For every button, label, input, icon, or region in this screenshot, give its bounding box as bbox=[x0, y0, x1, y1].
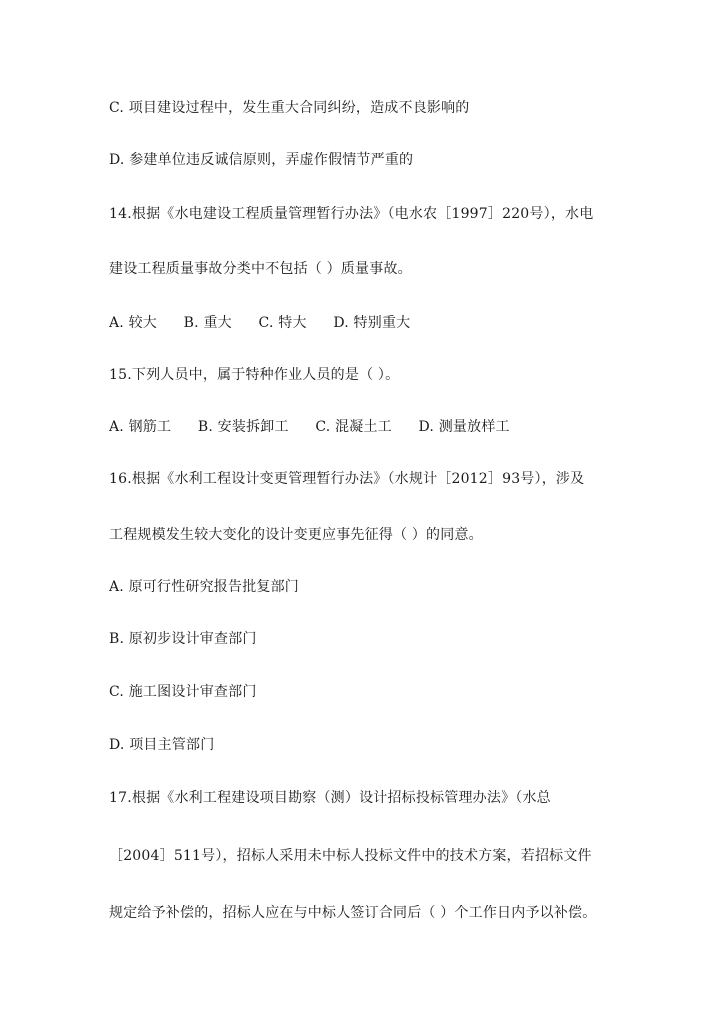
q14-stem-line-2: 建设工程质量事故分类中不包括（ ）质量事故。 bbox=[109, 261, 412, 277]
q16-option-d: D. 项目主管部门 bbox=[109, 737, 215, 753]
q16-option-b: B. 原初步设计审查部门 bbox=[109, 631, 257, 647]
q16-stem-line-2: 工程规模发生较大变化的设计变更应事先征得（ ）的同意。 bbox=[109, 527, 483, 543]
q16-option-a: A. 原可行性研究报告批复部门 bbox=[109, 579, 300, 595]
q15-option-a: A. 钢筋工 bbox=[109, 419, 172, 435]
q15-option-b: B. 安装拆卸工 bbox=[197, 419, 289, 435]
q15-stem: 15.下列人员中，属于特种作业人员的是（ ）。 bbox=[109, 367, 400, 383]
q14-option-c: C. 特大 bbox=[258, 315, 307, 331]
q14-options bbox=[109, 314, 410, 332]
q17-stem-line-2: ［2004］511号），招标人采用未中标人投标文件中的技术方案，若招标文件 bbox=[109, 848, 592, 864]
q14-option-b: B. 重大 bbox=[183, 315, 232, 331]
q17-stem-line-3: 规定给予补偿的，招标人应在与中标人签订合同后（ ）个工作日内予以补偿。 bbox=[109, 905, 597, 921]
q13-option-c: C. 项目建设过程中，发生重大合同纠纷，造成不良影响的 bbox=[109, 100, 470, 116]
q15-option-d: D. 测量放样工 bbox=[418, 419, 510, 435]
q17-stem-line-1: 17.根据《水利工程建设项目勘察（测）设计招标投标管理办法》（水总 bbox=[109, 790, 551, 806]
q16-stem-line-1: 16.根据《水利工程设计变更管理暂行办法》（水规计［2012］93号），涉及 bbox=[109, 471, 585, 487]
q13-option-d: D. 参建单位违反诚信原则，弄虚作假情节严重的 bbox=[109, 152, 414, 168]
q16-option-c: C. 施工图设计审查部门 bbox=[109, 684, 257, 700]
q14-option-d: D. 特别重大 bbox=[333, 315, 411, 331]
q14-option-a: A. 较大 bbox=[109, 315, 158, 331]
q14-stem-line-1: 14.根据《水电建设工程质量管理暂行办法》（电水农［1997］220号），水电 bbox=[109, 206, 594, 222]
q15-options bbox=[109, 418, 510, 436]
q15-option-c: C. 混凝土工 bbox=[315, 419, 392, 435]
